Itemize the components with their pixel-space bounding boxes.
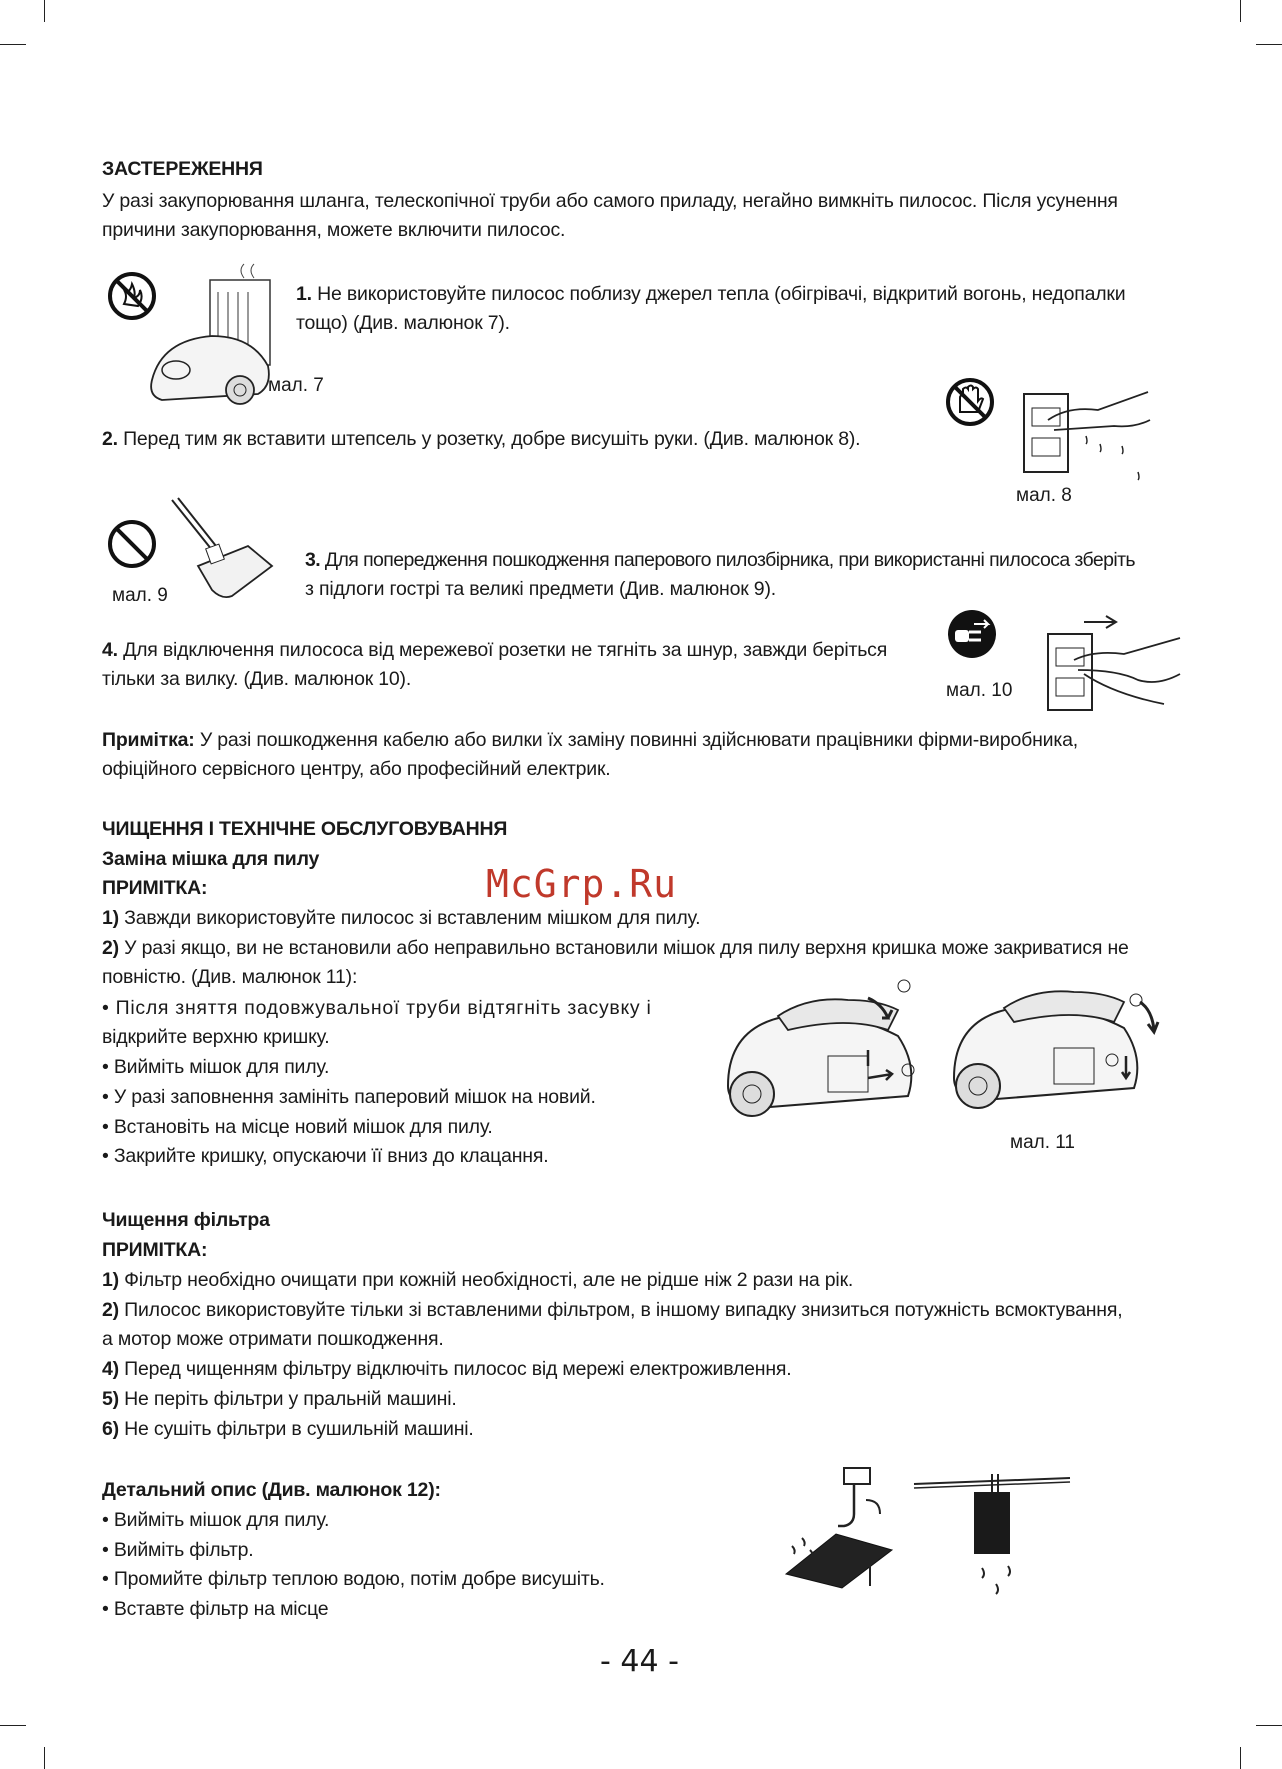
bag-step1-line2: відкрийте верхню кришку. bbox=[102, 1026, 330, 1048]
bag-step4: • Встановіть на місце новий мішок для пилу. bbox=[102, 1116, 493, 1138]
fig7-caption: мал. 7 bbox=[268, 375, 324, 396]
item2-number: 2. bbox=[102, 428, 118, 450]
bag-note-heading: ПРИМІТКА: bbox=[102, 877, 208, 899]
filter-point1-text: Фільтр необхідно очищати при кожній необхідності, але не рідше ніж 2 рази на рік. bbox=[124, 1269, 854, 1291]
wet-hand-socket-illustration bbox=[1018, 390, 1153, 490]
item4-text-line1: Для відключення пилососа від мережевої розетки не тягніть за шнур, завжди беріться bbox=[123, 639, 888, 661]
crop-mark bbox=[44, 1747, 45, 1769]
bag-step3: • У разі заповнення замініть паперовий мішок на новий. bbox=[102, 1086, 596, 1108]
note-label: Примітка: bbox=[102, 729, 195, 751]
filter-note-heading: ПРИМІТКА: bbox=[102, 1239, 208, 1261]
crop-mark bbox=[1240, 1747, 1241, 1769]
watermark: McGrp.Ru bbox=[486, 862, 678, 906]
filter-point6-number: 6) bbox=[102, 1418, 119, 1440]
warning-heading: ЗАСТЕРЕЖЕННЯ bbox=[102, 158, 263, 180]
filter-washing-illustration bbox=[780, 1464, 900, 1592]
filter-point5-number: 5) bbox=[102, 1388, 119, 1410]
item2-text: Перед тим як вставити штепсель у розетку, добре висушіть руки. (Див. малюнок 8). bbox=[123, 428, 861, 450]
detail-step4: • Вставте фільтр на місце bbox=[102, 1598, 329, 1620]
prohibited-icon bbox=[106, 518, 158, 570]
fig11-caption: мал. 11 bbox=[1010, 1132, 1075, 1153]
crop-mark bbox=[1240, 0, 1241, 22]
fig8-caption: мал. 8 bbox=[1016, 485, 1072, 506]
item1-text-line1: Не використовуйте пилосос поблизу джерел тепла (обігрівачі, відкритий вогонь, недопалки bbox=[317, 283, 1126, 305]
bag-point1-number: 1) bbox=[102, 907, 119, 929]
item3-number: 3. bbox=[305, 549, 321, 571]
filter-point5-text: Не періть фільтри у пральній машині. bbox=[124, 1388, 457, 1410]
fig10-caption: мал. 10 bbox=[946, 680, 1013, 701]
detail-heading: Детальний опис (Див. малюнок 12): bbox=[102, 1479, 441, 1501]
open-lid-illustration bbox=[718, 976, 948, 1136]
note-text-line2: офіційного сервісного центру, або професійний електрик. bbox=[102, 758, 611, 780]
bag-point2-text-line2: повністю. (Див. малюнок 11): bbox=[102, 966, 358, 988]
item1-number: 1. bbox=[296, 283, 312, 305]
bag-replacement-heading: Заміна мішка для пилу bbox=[102, 848, 320, 870]
filter-point2-number: 2) bbox=[102, 1299, 119, 1321]
crop-mark bbox=[0, 1725, 26, 1726]
bag-step2: • Вийміть мішок для пилу. bbox=[102, 1056, 330, 1078]
note-text-line1: У разі пошкодження кабелю або вилки їх заміну повинні здійснювати працівники фірми-виробника, bbox=[199, 729, 1078, 751]
vacuum-near-heater-illustration bbox=[148, 262, 278, 412]
detail-step2: • Вийміть фільтр. bbox=[102, 1539, 254, 1561]
bag-point1-text: Завжди використовуйте пилосос зі вставленим мішком для пилу. bbox=[124, 907, 701, 929]
item4-text-line2: тільки за вилку. (Див. малюнок 10). bbox=[102, 668, 412, 690]
filter-point2-text-line1: Пилосос використовуйте тільки зі вставленими фільтром, в іншому випадку знизиться потужність всмоктування, bbox=[124, 1299, 1123, 1321]
fig9-caption: мал. 9 bbox=[112, 585, 168, 606]
crop-mark bbox=[1256, 1725, 1282, 1726]
bag-point2-number: 2) bbox=[102, 937, 119, 959]
floor-nozzle-illustration bbox=[168, 496, 278, 612]
filter-point2-text-line2: а мотор може отримати пошкодження. bbox=[102, 1328, 444, 1350]
crop-mark bbox=[1256, 44, 1282, 45]
filter-drying-illustration bbox=[912, 1472, 1072, 1602]
filter-point1-number: 1) bbox=[102, 1269, 119, 1291]
filter-point6-text: Не сушіть фільтри в сушильній машині. bbox=[124, 1418, 474, 1440]
bag-step1-line1: • Після зняття подовжувальної труби відтягніть засувку і bbox=[102, 997, 652, 1019]
page-number: - 44 - bbox=[600, 1644, 679, 1679]
warning-text-line2: причини закупорювання, можете включити пилосос. bbox=[102, 219, 566, 241]
unplug-by-plug-icon bbox=[946, 608, 998, 660]
warning-text-line1: У разі закупорювання шланга, телескопічної труби або самого приладу, негайно вимкніть пилосос. Після усунення bbox=[102, 190, 1118, 212]
filter-point4-number: 4) bbox=[102, 1358, 119, 1380]
item1-text-line2: тощо) (Див. малюнок 7). bbox=[296, 312, 510, 334]
detail-step1: • Вийміть мішок для пилу. bbox=[102, 1509, 330, 1531]
crop-mark bbox=[44, 0, 45, 22]
detail-step3: • Промийте фільтр теплою водою, потім добре висушіть. bbox=[102, 1568, 605, 1590]
filter-point4-text: Перед чищенням фільтру відключіть пилосос від мережі електроживлення. bbox=[124, 1358, 792, 1380]
filter-cleaning-heading: Чищення фільтра bbox=[102, 1209, 270, 1231]
close-lid-illustration bbox=[944, 978, 1174, 1128]
item3-text-line1: Для попередження пошкодження паперового пилозбірника, при використанні пилососа зберіть bbox=[324, 549, 1135, 571]
bag-step5: • Закрийте кришку, опускаючи її вниз до клацання. bbox=[102, 1145, 549, 1167]
item4-number: 4. bbox=[102, 639, 118, 661]
unplug-socket-illustration bbox=[1044, 612, 1184, 712]
item3-text-line2: з підлоги гострі та великі предмети (Див. малюнок 9). bbox=[305, 578, 776, 600]
cleaning-heading: ЧИЩЕННЯ І ТЕХНІЧНЕ ОБСЛУГОВУВАННЯ bbox=[102, 818, 508, 840]
bag-point2-text-line1: У разі якщо, ви не встановили або неправильно встановили мішок для пилу верхня кришка може закриватися не bbox=[124, 937, 1129, 959]
crop-mark bbox=[0, 44, 26, 45]
wet-hands-prohibited-icon bbox=[944, 376, 996, 428]
